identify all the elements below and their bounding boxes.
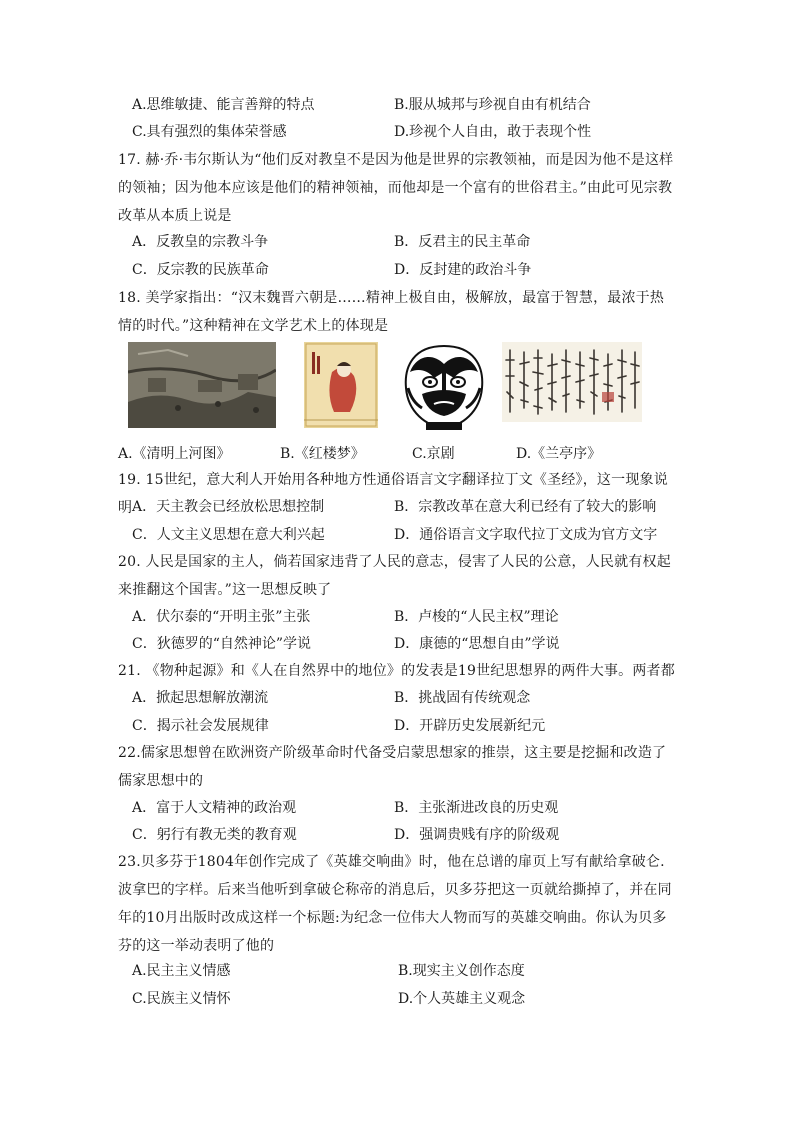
q19-option-c[interactable]: C．人文主义思想在意大利兴起 — [132, 527, 325, 543]
q16-option-b[interactable]: B.服从城邦与珍视自由有机结合 — [394, 97, 591, 113]
q18-option-b[interactable]: B.《红楼梦》 — [280, 446, 365, 462]
q18-option-a[interactable]: A.《清明上河图》 — [118, 446, 231, 462]
q22-stem: 22.儒家思想曾在欧洲资产阶级革命时代备受启蒙思想家的推崇，这主要是挖掘和改造了儒家思想中的 — [118, 745, 667, 789]
q19-option-b[interactable]: B．宗教改革在意大利已经有了较大的影响 — [394, 499, 657, 515]
q22-option-c[interactable]: C．躬行有教无类的教育观 — [132, 827, 297, 843]
q20-option-d[interactable]: D．康德的“思想自由”学说 — [394, 636, 560, 652]
q19-option-d[interactable]: D．通俗语言文字取代拉丁文成为官方文字 — [394, 527, 658, 543]
q22-options-row-1 — [132, 794, 692, 822]
q23-option-c[interactable]: C.民族主义情怀 — [132, 991, 231, 1007]
q17-option-c[interactable]: C．反宗教的民族革命 — [132, 262, 269, 278]
q19-options-row-2 — [132, 521, 692, 549]
q21-option-d[interactable]: D．开辟历史发展新纪元 — [394, 718, 546, 734]
q18-stem: 18. 美学家指出：“汉末魏晋六朝是……精神上极自由，极解放，最富于智慧，最浓于热情的时代。”这种精神在文学艺术上的体现是 — [118, 290, 665, 334]
q20-option-c[interactable]: C．狄德罗的“自然神论”学说 — [132, 636, 312, 652]
painting-scroll-image — [128, 342, 276, 428]
q21-option-b[interactable]: B．挑战固有传统观念 — [394, 690, 531, 706]
q20-option-b[interactable]: B．卢梭的“人民主权”理论 — [394, 609, 559, 625]
opera-mask-image — [396, 342, 492, 432]
q18-options-row — [118, 440, 678, 468]
q19-stem: 19. 15世纪，意大利人开始用各种地方性通俗语言文字翻译拉丁文《圣经》，这一现象说明 — [118, 472, 668, 516]
q16-option-a[interactable]: A.思维敏捷、能言善辩的特点 — [132, 97, 315, 113]
q18-image-row — [118, 342, 678, 434]
q16-option-c[interactable]: C.具有强烈的集体荣誉感 — [132, 124, 287, 140]
q19-option-a[interactable]: A．天主教会已经放松思想控制 — [132, 499, 325, 515]
q20-option-a[interactable]: A．伏尔泰的“开明主张”主张 — [132, 609, 311, 625]
q23-options-row-1 — [132, 957, 692, 985]
q22-option-b[interactable]: B．主张渐进改良的历史观 — [394, 800, 559, 816]
q16-option-d[interactable]: D.珍视个人自由，敢于表现个性 — [394, 124, 592, 140]
q23-option-d[interactable]: D.个人英雄主义观念 — [398, 991, 526, 1007]
q23-option-a[interactable]: A.民主主义情感 — [132, 963, 231, 979]
q21-option-c[interactable]: C．揭示社会发展规律 — [132, 718, 269, 734]
q17-stem: 17. 赫·乔·韦尔斯认为“他们反对教皇不是因为他是世界的宗教领袖，而是因为他不是这样的领袖；因为他本应该是他们的精神领袖，而他却是一个富有的世俗君主。”由此可见宗教改革从本质上说是 — [118, 152, 674, 224]
q17-options-row-1 — [132, 228, 692, 256]
q21-options-row-2 — [132, 712, 692, 740]
q21-option-a[interactable]: A．掀起思想解放潮流 — [132, 690, 269, 706]
q17-option-b[interactable]: B．反君主的民主革命 — [394, 234, 531, 250]
q19-options-row-1 — [132, 493, 692, 521]
q22-option-a[interactable]: A．富于人文精神的政治观 — [132, 800, 297, 816]
q23-options-row-2 — [132, 985, 692, 1013]
q16-options-row-1 — [132, 91, 692, 119]
q20-stem: 20. 人民是国家的主人，倘若国家违背了人民的意志，侵害了人民的公意，人民就有权起来推翻这个国害。”这一思想反映了 — [118, 554, 671, 598]
q17-options-row-2 — [132, 256, 692, 284]
q17-option-a[interactable]: A．反教皇的宗教斗争 — [132, 234, 269, 250]
calligraphy-image — [502, 342, 642, 422]
q22-option-d[interactable]: D．强调贵贱有序的阶级观 — [394, 827, 560, 843]
q21-options-row-1 — [132, 684, 692, 712]
q18-option-c[interactable]: C.京剧 — [412, 446, 455, 462]
q20-options-row-2 — [132, 630, 692, 658]
q16-options-row-2 — [132, 118, 692, 146]
q21-stem: 21. 《物种起源》和《人在自然界中的地位》的发表是19世纪思想界的两件大事。两者都 — [118, 663, 675, 679]
q18-option-d[interactable]: D.《兰亭序》 — [516, 446, 602, 462]
q17-option-d[interactable]: D．反封建的政治斗争 — [394, 262, 532, 278]
q23-option-b[interactable]: B.现实主义创作态度 — [398, 963, 525, 979]
q22-options-row-2 — [132, 821, 692, 849]
book-cover-image — [304, 342, 378, 428]
q20-options-row-1 — [132, 603, 692, 631]
q23-stem: 23.贝多芬于1804年创作完成了《英雄交响曲》时，他在总谱的扉页上写有献给拿破仑.波拿巴的字样。后来当他听到拿破仑称帝的消息后，贝多芬把这一页就给撕掉了，并在同年的10月出版时改成这样一个标题:为纪念一位伟大人物而写的英雄交响曲。你认为贝多芬的这一举动表明了他的 — [118, 854, 672, 954]
